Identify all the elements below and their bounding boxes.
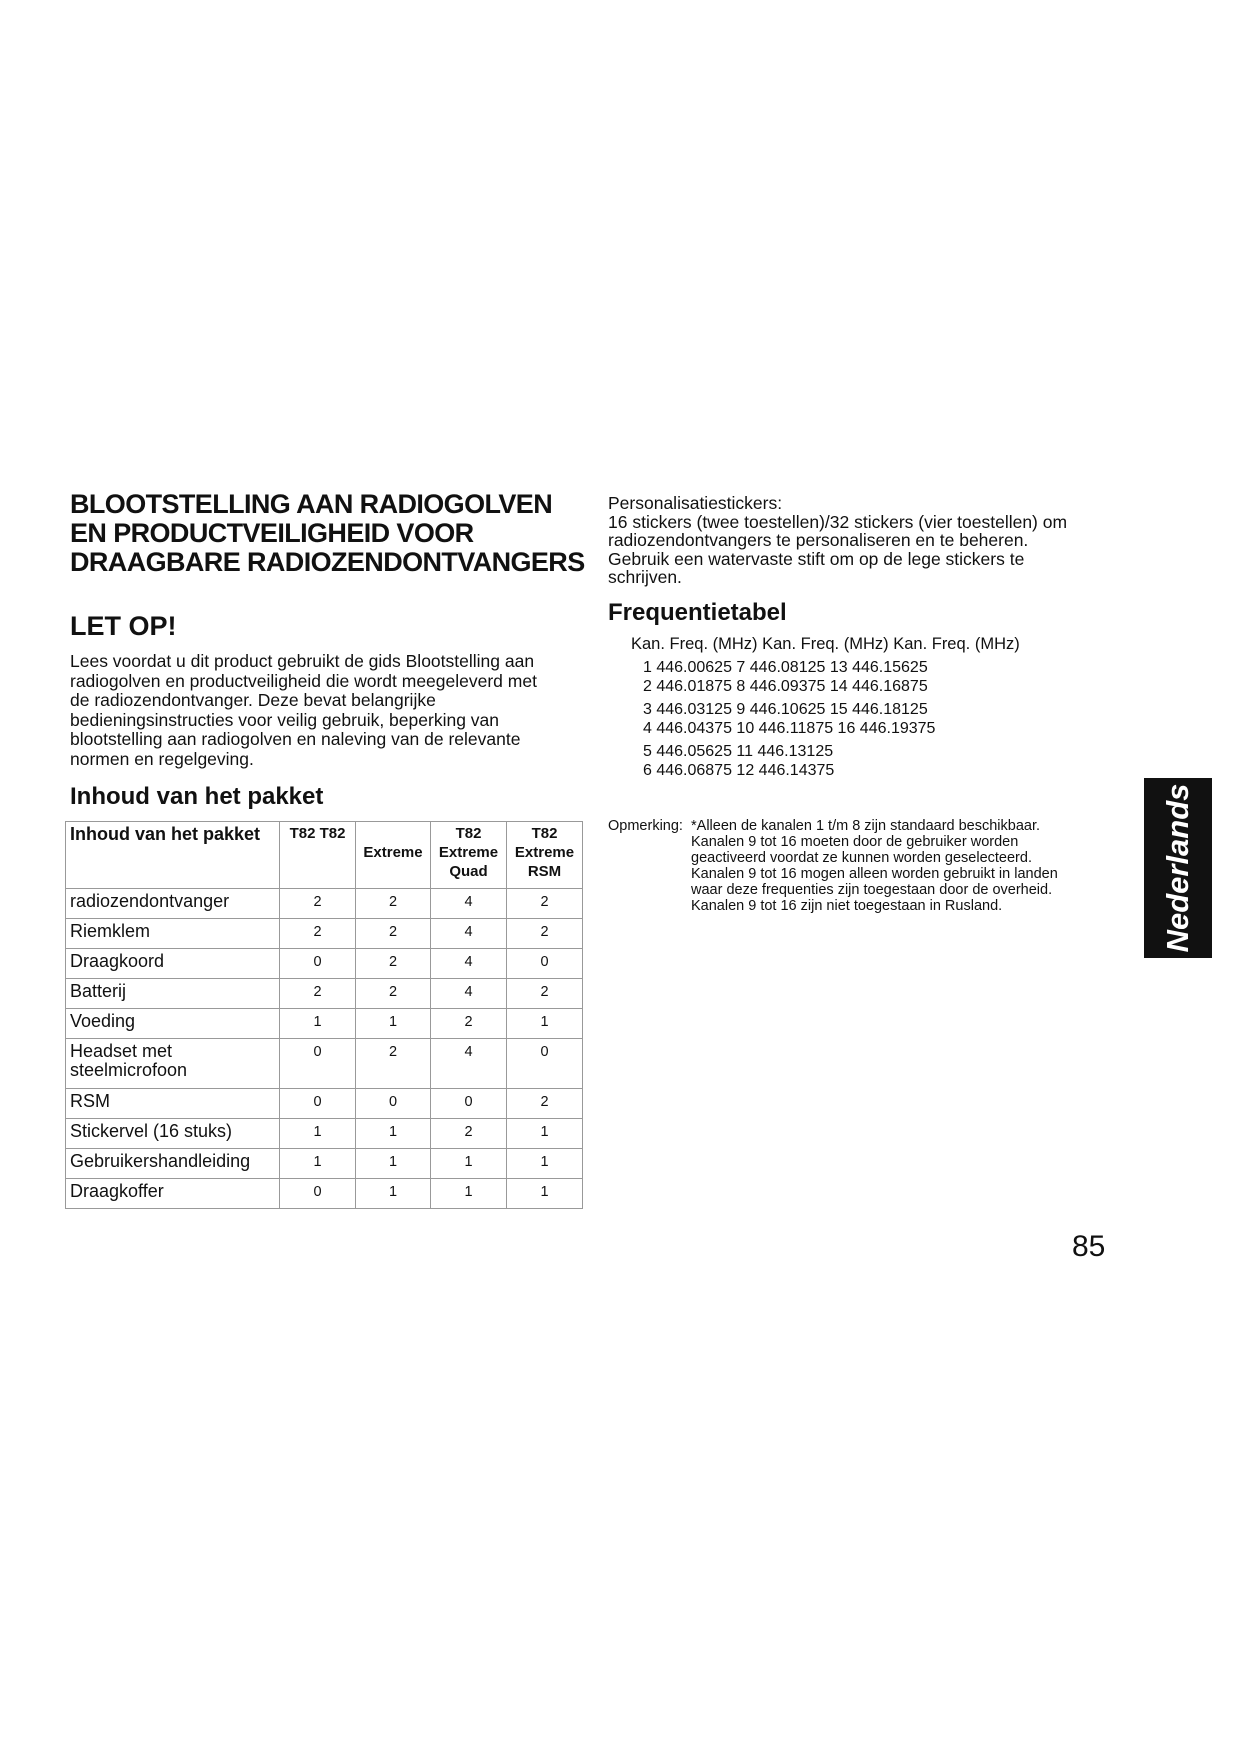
table-cell-item: Draagkoord [66,949,280,979]
remark-line: Kanalen 9 tot 16 mogen alleen worden gebruikt in landen [691,866,1058,882]
table-header-row [66,822,583,889]
frequency-row: 6 446.06875 12 446.14375 [643,762,835,779]
table-cell-value: 2 [507,919,583,949]
remark-line: Kanalen 9 tot 16 zijn niet toegestaan in Rusland. [691,898,1003,914]
table-cell-item: RSM [66,1089,280,1119]
table-header-t82-extreme-quad: T82 Extreme Quad [431,822,507,889]
table-header-t82-extreme: Extreme [356,822,431,889]
table-row [66,1149,583,1179]
table-row [66,1039,583,1089]
frequency-group [643,658,1128,697]
caution-line: bedieningsinstructies voor veilig gebruik, beperking van [70,709,499,730]
language-tab [1144,778,1212,958]
table-cell-value: 2 [431,1009,507,1039]
table-cell-value: 1 [431,1149,507,1179]
table-cell-item: Batterij [66,979,280,1009]
title-line: BLOOTSTELLING AAN RADIOGOLVEN [70,489,553,519]
table-cell-value: 1 [356,1009,431,1039]
table-cell-value: 2 [431,1119,507,1149]
caution-heading: LET OP! [70,611,177,641]
title-line: DRAAGBARE RADIOZENDONTVANGERS [70,547,585,577]
frequency-group [643,700,1128,739]
sticker-line: radiozendontvangers te personaliseren en te beheren. [608,530,1029,550]
table-cell-value: 0 [431,1089,507,1119]
table-cell-item: Draagkoffer [66,1179,280,1209]
caution-line: blootstelling aan radiogolven en naleving van de relevante [70,729,521,749]
table-cell-value: 1 [280,1149,356,1179]
table-row [66,1089,583,1119]
table-cell-value: 4 [431,979,507,1009]
frequency-row: 2 446.01875 8 446.09375 14 446.16875 [643,678,928,695]
table-cell-value: 1 [280,1009,356,1039]
language-tab-label: Nederlands [1160,783,1195,953]
table-cell-value: 1 [280,1119,356,1149]
frequency-row: 1 446.00625 7 446.08125 13 446.15625 [643,658,928,676]
caution-text [70,652,590,769]
table-cell-item: Voeding [66,1009,280,1039]
frequency-row: 4 446.04375 10 446.11875 16 446.19375 [643,720,936,737]
table-cell-value: 0 [280,1039,356,1089]
table-cell-value: 2 [280,919,356,949]
table-cell-value: 0 [280,949,356,979]
table-row [66,1119,583,1149]
table-row [66,949,583,979]
page-number: 85 [1072,1230,1106,1263]
table-header-t82-extreme-rsm: T82 Extreme RSM [507,822,583,889]
right-column [608,494,1128,781]
remark-line: waar deze frequenties zijn toegestaan door de overheid. [691,882,1053,898]
sticker-line: schrijven. [608,567,682,587]
sticker-info [608,494,1128,587]
left-column [70,490,590,811]
sticker-line: Gebruik een watervaste stift om op de lege stickers te [608,548,1025,569]
table-row [66,889,583,919]
table-cell-value: 1 [356,1119,431,1149]
table-cell-value: 2 [280,979,356,1009]
table-cell-value: 2 [280,889,356,919]
table-cell-value: 1 [356,1179,431,1209]
table-header-t82: T82 T82 [280,822,356,889]
table-cell-item: Gebruikershandleiding [66,1149,280,1179]
frequency-table-header: Kan. Freq. (MHz) Kan. Freq. (MHz) Kan. Freq. (MHz) [631,634,1020,653]
table-cell-value: 4 [431,889,507,919]
caution-line: de radiozendontvanger. Deze bevat belangrijke [70,690,436,710]
table-cell-value: 2 [356,949,431,979]
table-cell-value: 1 [507,1119,583,1149]
table-cell-value: 0 [356,1089,431,1119]
table-cell-value: 1 [356,1149,431,1179]
table-cell-value: 4 [431,1039,507,1089]
frequency-group [643,742,1128,781]
frequency-table-heading: Frequentietabel [608,598,787,626]
caution-line: radiogolven en productveiligheid die wordt meegeleverd met [70,670,537,691]
table-cell-value: 0 [507,949,583,979]
sticker-line: 16 stickers (twee toestellen)/32 stickers (vier toestellen) om [608,511,1068,532]
table-row [66,919,583,949]
remark-line: *Alleen de kanalen 1 t/m 8 zijn standaard beschikbaar. [691,818,1041,834]
contents-heading: Inhoud van het pakket [70,783,324,810]
table-cell-value: 2 [356,979,431,1009]
title-line: EN PRODUCTVEILIGHEID VOOR [70,518,474,548]
table-cell-value: 0 [280,1089,356,1119]
table-cell-value: 0 [507,1039,583,1089]
table-header-item: Inhoud van het pakket [66,822,280,889]
remark-text [691,818,1131,914]
remark-line: Kanalen 9 tot 16 moeten door de gebruiker worden [691,834,1019,850]
table-cell-value: 2 [356,889,431,919]
remark-label: Opmerking: [608,818,683,834]
table-cell-item: Riemklem [66,919,280,949]
caution-line: Lees voordat u dit product gebruikt de gids Blootstelling aan [70,651,535,671]
sticker-line: Personalisatiestickers: [608,493,783,513]
table-cell-value: 1 [507,1009,583,1039]
remark-line: geactiveerd voordat ze kunnen worden geselecteerd. [691,850,1032,866]
table-row [66,979,583,1009]
table-cell-value: 2 [507,979,583,1009]
frequency-row: 3 446.03125 9 446.10625 15 446.18125 [643,700,928,718]
page-title [70,490,590,577]
package-contents-table [65,821,583,1209]
caution-line: normen en regelgeving. [70,748,254,769]
frequency-row: 5 446.05625 11 446.13125 [643,742,834,760]
table-row [66,1179,583,1209]
table-cell-value: 4 [431,949,507,979]
table-cell-value: 1 [431,1179,507,1209]
table-cell-value: 2 [507,1089,583,1119]
table-cell-value: 4 [431,919,507,949]
table-cell-item: Stickervel (16 stuks) [66,1119,280,1149]
table-cell-item: radiozendontvanger [66,889,280,919]
table-cell-value: 1 [507,1179,583,1209]
table-row [66,1009,583,1039]
table-cell-value: 1 [507,1149,583,1179]
table-cell-value: 2 [356,919,431,949]
table-cell-value: 0 [280,1179,356,1209]
table-cell-value: 2 [356,1039,431,1089]
table-cell-item: Headset met steelmicrofoon [66,1039,280,1089]
table-cell-value: 2 [507,889,583,919]
